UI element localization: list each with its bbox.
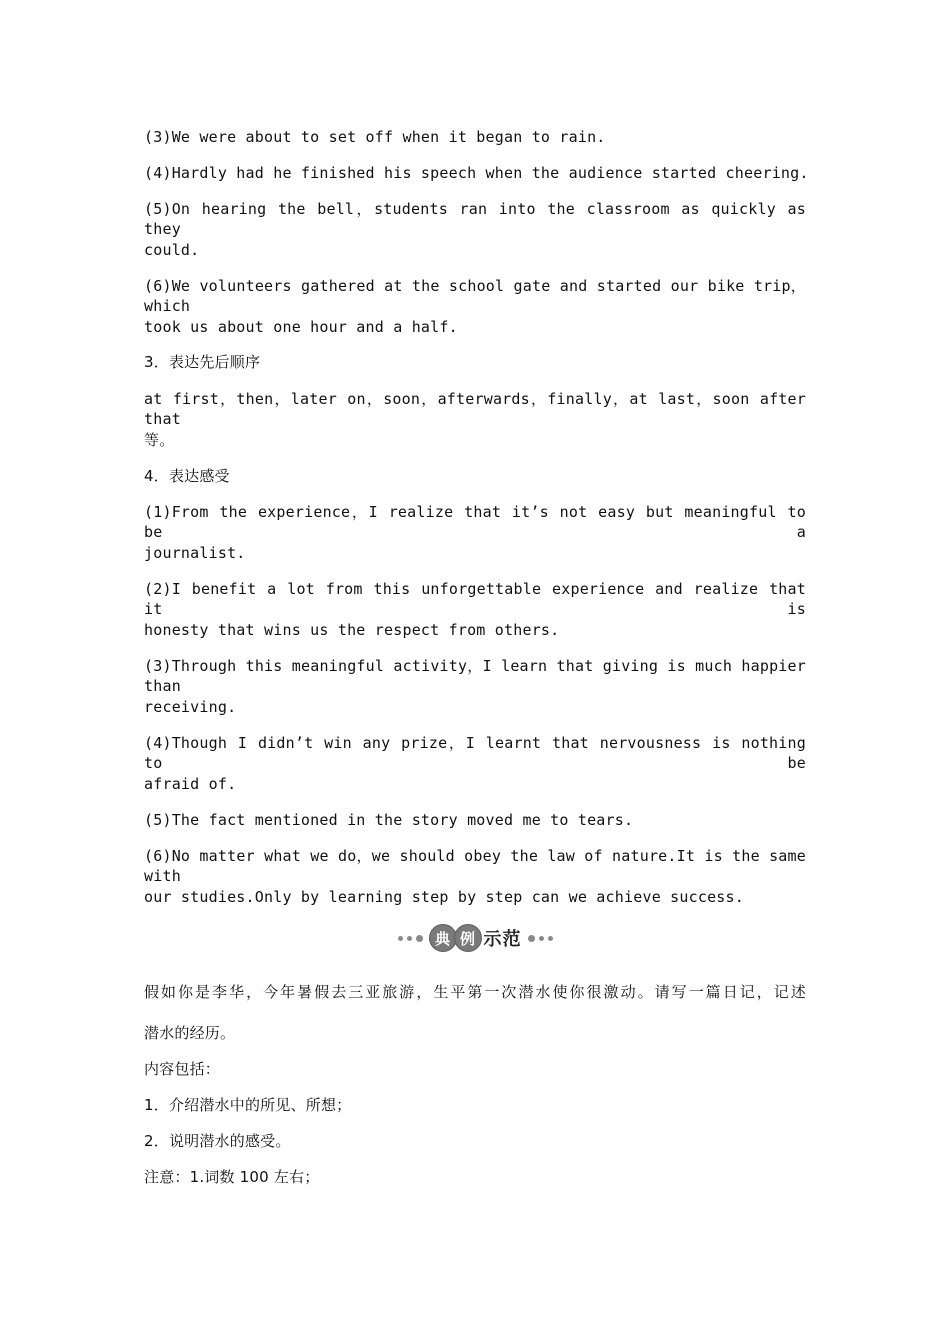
- example-sentence-4: (4)Hardly had he finished his speech when the audience started cheering.: [144, 164, 809, 182]
- sequence-words-line-1: at first，then，later on，soon，afterwards，finally，at last，soon after that: [144, 390, 806, 428]
- feeling-sentence-4-line-2: afraid of.: [144, 775, 237, 793]
- feeling-sentence-5: (5)The fact mentioned in the story moved me to tears.: [144, 811, 634, 829]
- task-prompt-line-2: 潜水的经历。: [144, 1024, 236, 1042]
- task-prompt-line-1: 假如你是李华，今年暑假去三亚旅游，生平第一次潜水使你很激动。请写一篇日记，记述: [144, 983, 806, 1001]
- task-item-2: 2．说明潜水的感受。: [144, 1132, 291, 1150]
- task-content-heading: 内容包括：: [144, 1060, 221, 1078]
- feeling-sentence-6-line-1: (6)No matter what we do，we should obey the law of nature.It is the same with: [144, 847, 806, 885]
- banner-circle-char-2: 例: [454, 924, 482, 952]
- feeling-sentence-1-line-1: (1)From the experience，I realize that it’s not easy but meaningful to be a: [144, 503, 806, 541]
- banner-circle-char-1: 典: [429, 924, 457, 952]
- feeling-sentence-4-line-1: (4)Though I didn’t win any prize，I learnt that nervousness is nothing to be: [144, 734, 806, 772]
- sequence-words-line-2: 等。: [144, 431, 175, 449]
- task-item-1: 1．介绍潜水中的所见、所想；: [144, 1096, 352, 1114]
- feeling-sentence-3-line-2: receiving.: [144, 698, 237, 716]
- example-sentence-5-line-2: could.: [144, 241, 200, 259]
- feeling-sentence-3-line-1: (3)Through this meaningful activity，I learn that giving is much happier than: [144, 657, 806, 695]
- feeling-sentence-1-line-2: journalist.: [144, 544, 246, 562]
- example-sentence-3: (3)We were about to set off when it began to rain.: [144, 128, 606, 146]
- banner-title-text: 示范: [483, 929, 522, 950]
- banner-left-dots: [398, 935, 423, 942]
- feeling-sentence-2-line-1: (2)I benefit a lot from this unforgettable experience and realize that it is: [144, 580, 806, 618]
- section-heading-sequence: 3．表达先后顺序: [144, 353, 261, 371]
- example-sentence-6-line-1: (6)We volunteers gathered at the school gate and started our bike trip，which: [144, 277, 806, 315]
- task-note: 注意：1.词数 100 左右；: [144, 1168, 320, 1186]
- feeling-sentence-6-line-2: our studies.Only by learning step by step can we achieve success.: [144, 888, 744, 906]
- example-sentence-5-line-1: (5)On hearing the bell，students ran into the classroom as quickly as they: [144, 200, 806, 238]
- section-heading-feelings: 4．表达感受: [144, 467, 230, 485]
- example-sentence-6-line-2: took us about one hour and a half.: [144, 318, 458, 336]
- banner-right-dots: [528, 935, 553, 942]
- feeling-sentence-2-line-2: honesty that wins us the respect from others.: [144, 621, 560, 639]
- example-section-banner: [0, 922, 950, 954]
